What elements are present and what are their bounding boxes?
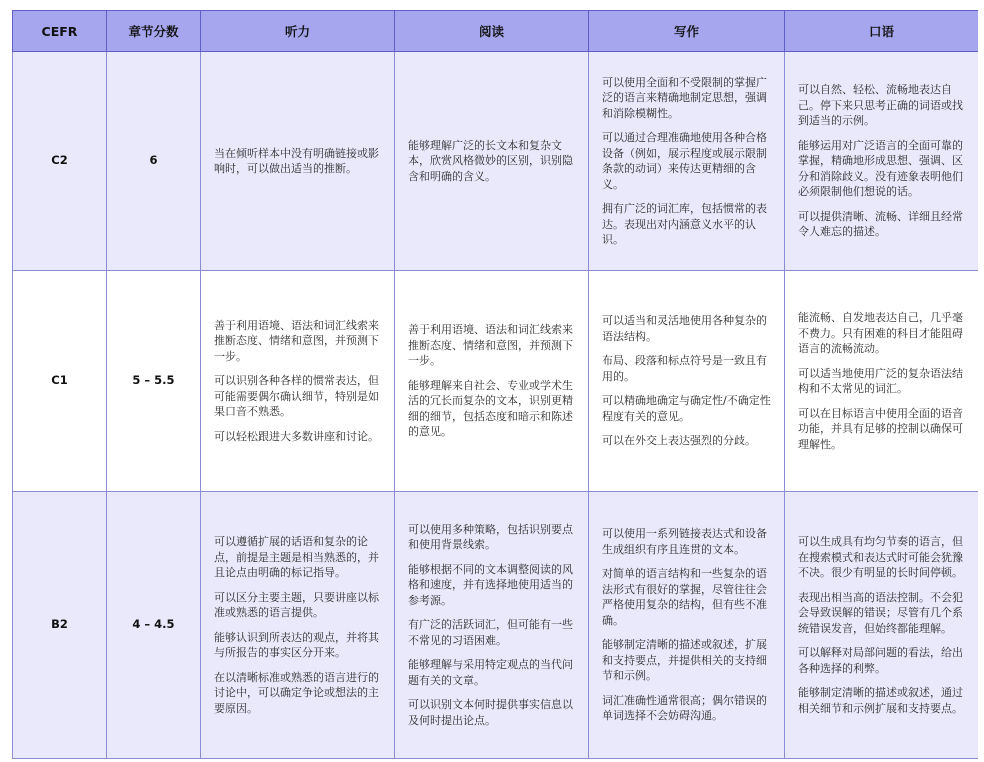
header-reading: 阅读 [395, 11, 589, 52]
writing-paragraph: 可以使用一系列链接表达式和设备生成组织有序且连贯的文本。 [602, 527, 767, 556]
reading-paragraph: 能够根据不同的文本调整阅读的风格和速度，并有选择地使用适当的参考源。 [408, 562, 573, 607]
writing-cell [589, 271, 785, 492]
speaking-paragraph: 能够制定清晰的描述或叙述，通过相关细节和示例扩展和支持要点。 [798, 686, 963, 715]
speaking-paragraph: 可以适当地使用广泛的复杂语法结构和不太常见的词汇。 [798, 366, 963, 395]
header-writing: 写作 [589, 11, 785, 52]
reading-paragraph: 能够理解与采用特定观点的当代问题有关的文章。 [408, 658, 573, 687]
reading-paragraph: 可以使用多种策略，包括识别要点和使用背景线索。 [408, 522, 573, 552]
header-score: 章节分数 [107, 11, 201, 52]
writing-paragraph: 词汇准确性通常很高；偶尔错误的单词选择不会妨碍沟通。 [602, 693, 767, 723]
score-cell: 6 [107, 52, 201, 271]
score-cell: 5 – 5.5 [107, 271, 201, 492]
header-speaking: 口语 [785, 11, 979, 52]
reading-cell [395, 492, 589, 759]
level-cell: B2 [13, 492, 107, 759]
speaking-paragraph: 可以自然、轻松、流畅地表达自己。停下来只思考正确的词语或找到适当的示例。 [798, 83, 963, 128]
reading-cell [395, 271, 589, 492]
writing-paragraph: 布局、段落和标点符号是一致且有用的。 [602, 354, 767, 383]
level-cell: C1 [13, 271, 107, 492]
speaking-cell [785, 492, 979, 759]
cefr-table-container [12, 10, 978, 762]
reading-paragraph: 能够理解来自社会、专业或学术生活的冗长而复杂的文本，识别更精细的细节，包括态度和暗示和陈述的意见。 [408, 378, 573, 439]
writing-paragraph: 拥有广泛的词汇库，包括惯常的表达。表现出对内涵意义水平的认识。 [602, 202, 767, 246]
writing-paragraph: 可以适当和灵活地使用各种复杂的语法结构。 [602, 314, 767, 343]
header-cefr: CEFR [13, 11, 107, 52]
reading-paragraph: 有广泛的活跃词汇，但可能有一些不常见的习语困难。 [408, 618, 573, 647]
writing-paragraph: 可以在外交上表达强烈的分歧。 [602, 434, 756, 448]
header-listening: 听力 [201, 11, 395, 52]
listening-paragraph: 善于利用语境、语法和词汇线索来推断态度、情绪和意图，并预测下一步。 [214, 318, 379, 363]
reading-paragraph: 善于利用语境、语法和词汇线索来推断态度、情绪和意图，并预测下一步。 [408, 323, 573, 368]
header-row [13, 11, 979, 52]
listening-cell [201, 271, 395, 492]
writing-paragraph: 能够制定清晰的描述或叙述，扩展和支持要点，并提供相关的支持细节和示例。 [602, 638, 767, 683]
table-row-c2 [13, 52, 979, 271]
writing-cell [589, 52, 785, 271]
listening-paragraph: 可以遵循扩展的话语和复杂的论点，前提是主题是相当熟悉的，并且论点由明确的标记指导。 [214, 535, 379, 579]
writing-paragraph: 对简单的语言结构和一些复杂的语法形式有很好的掌握，尽管往往会严格使用复杂的结构，但有些不准确。 [602, 567, 767, 627]
speaking-paragraph: 能流畅、自发地表达自己，几乎毫不费力。只有困难的科目才能阻碍语言的流畅流动。 [798, 311, 963, 355]
speaking-paragraph: 能够运用对广泛语言的全面可靠的掌握，精确地形成思想、强调、区分和消除歧义。没有迹象表明他们必须限制他们想说的话。 [798, 138, 963, 199]
score-cell: 4 – 4.5 [107, 492, 201, 759]
listening-paragraph: 可以轻松跟进大多数讲座和讨论。 [214, 429, 379, 443]
listening-cell [201, 492, 395, 759]
reading-cell [395, 52, 589, 271]
speaking-paragraph: 表现出相当高的语法控制。不会犯会导致误解的错误；尽管有几个系统错误发音，但始终都能理解。 [798, 590, 963, 635]
listening-paragraph: 当在倾听样本中没有明确链接或影响时，可以做出适当的推断。 [214, 146, 379, 175]
reading-paragraph: 能够理解广泛的长文本和复杂文本，欣赏风格微妙的区别，识别隐含和明确的含义。 [408, 138, 573, 183]
listening-paragraph: 可以识别各种各样的惯常表达，但可能需要偶尔确认细节，特别是如果口音不熟悉。 [214, 374, 379, 419]
speaking-cell [785, 52, 979, 271]
speaking-paragraph: 可以在目标语言中使用全面的语音功能，并具有足够的控制以确保可理解性。 [798, 406, 963, 451]
writing-paragraph: 可以精确地确定与确定性/不确定性程度有关的意见。 [602, 394, 771, 423]
listening-paragraph: 可以区分主要主题，只要讲座以标准或熟悉的语言提供。 [214, 590, 379, 619]
writing-cell [589, 492, 785, 759]
listening-paragraph: 在以清晰标准或熟悉的语言进行的讨论中，可以确定争论或想法的主要原因。 [214, 670, 379, 715]
reading-paragraph: 可以识别文本何时提供事实信息以及何时提出论点。 [408, 698, 573, 727]
writing-paragraph: 可以通过合理准确地使用各种合格设备（例如，展示程度或展示限制条款的动词）来传达更精细的含义。 [602, 131, 767, 191]
level-cell: C2 [13, 52, 107, 271]
listening-cell [201, 52, 395, 271]
table-row-c1 [13, 271, 979, 492]
speaking-paragraph: 可以生成具有均匀节奏的语言，但在搜索模式和表达式时可能会犹豫不决。很少有明显的长时间停顿。 [798, 535, 963, 579]
table-row-b2 [13, 492, 979, 759]
cefr-ielts-table [12, 10, 978, 759]
speaking-cell [785, 271, 979, 492]
writing-paragraph: 可以使用全面和不受限制的掌握广泛的语言来精确地制定思想，强调和消除模糊性。 [602, 75, 767, 120]
speaking-paragraph: 可以解释对局部问题的看法，给出各种选择的利弊。 [798, 646, 963, 675]
listening-paragraph: 能够认识到所表达的观点，并将其与所报告的事实区分开来。 [214, 630, 379, 659]
speaking-paragraph: 可以提供清晰、流畅、详细且经常令人难忘的描述。 [798, 209, 963, 239]
